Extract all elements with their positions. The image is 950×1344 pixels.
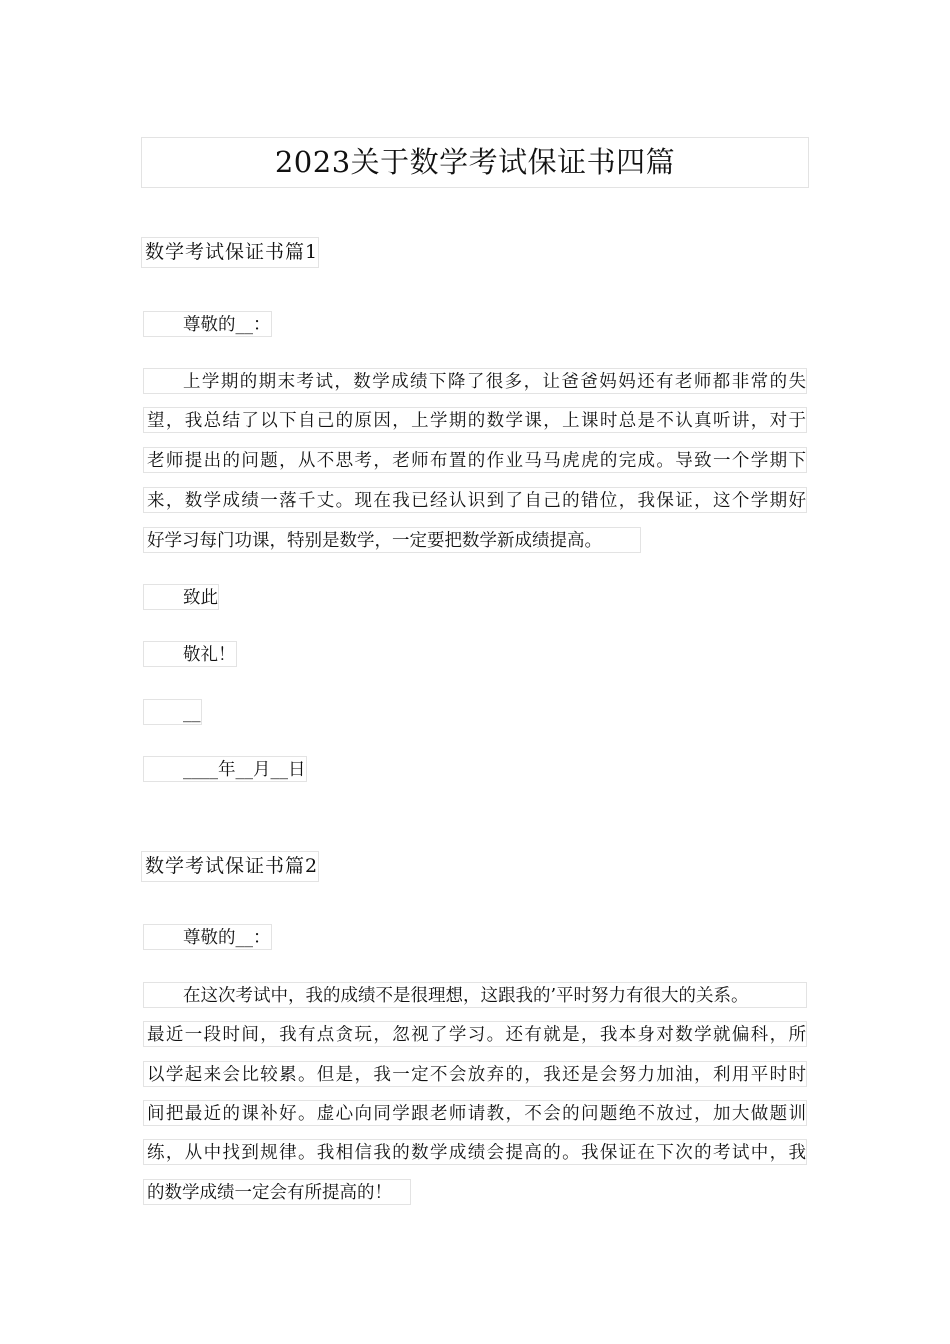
section-2-heading: 数学考试保证书篇2 [141,851,319,882]
section-1-salutation: 尊敬的__： [143,311,272,337]
section-1-paragraph-line: 上学期的期末考试，数学成绩下降了很多，让爸爸妈妈还有老师都非常的失 [143,368,807,394]
section-1-signature: __ [143,699,202,725]
section-2-paragraph-line: 练，从中找到规律。我相信我的数学成绩会提高的。我保证在下次的考试中，我 [143,1139,807,1165]
section-1-closing: 致此 [143,584,219,610]
document-title: 2023关于数学考试保证书四篇 [141,137,809,188]
section-1-paragraph-line: 老师提出的问题，从不思考，老师布置的作业马马虎虎的完成。导致一个学期下 [143,447,807,473]
section-2-paragraph-line: 最近一段时间，我有点贪玩，忽视了学习。还有就是，我本身对数学就偏科，所 [143,1021,807,1047]
section-2-paragraph-line: 间把最近的课补好。虚心向同学跟老师请教，不会的问题绝不放过，加大做题训 [143,1100,807,1126]
section-1-paragraph-line: 来，数学成绩一落千丈。现在我已经认识到了自己的错位，我保证，这个学期好 [143,487,807,513]
section-1-paragraph-line: 好学习每门功课，特别是数学，一定要把数学新成绩提高。 [143,527,641,553]
section-2-paragraph-line: 以学起来会比较累。但是，我一定不会放弃的，我还是会努力加油，利用平时时 [143,1061,807,1087]
section-2-paragraph-line: 在这次考试中，我的成绩不是很理想，这跟我的’平时努力有很大的关系。 [143,982,807,1008]
section-1-heading: 数学考试保证书篇1 [141,237,319,268]
section-2-paragraph-line: 的数学成绩一定会有所提高的！ [143,1179,411,1205]
section-2-salutation: 尊敬的__： [143,924,272,950]
section-1-paragraph-line: 望，我总结了以下自己的原因，上学期的数学课，上课时总是不认真听讲，对于 [143,407,807,433]
section-1-regards: 敬礼！ [143,641,237,667]
section-1-date: ____年__月__日 [143,756,307,782]
